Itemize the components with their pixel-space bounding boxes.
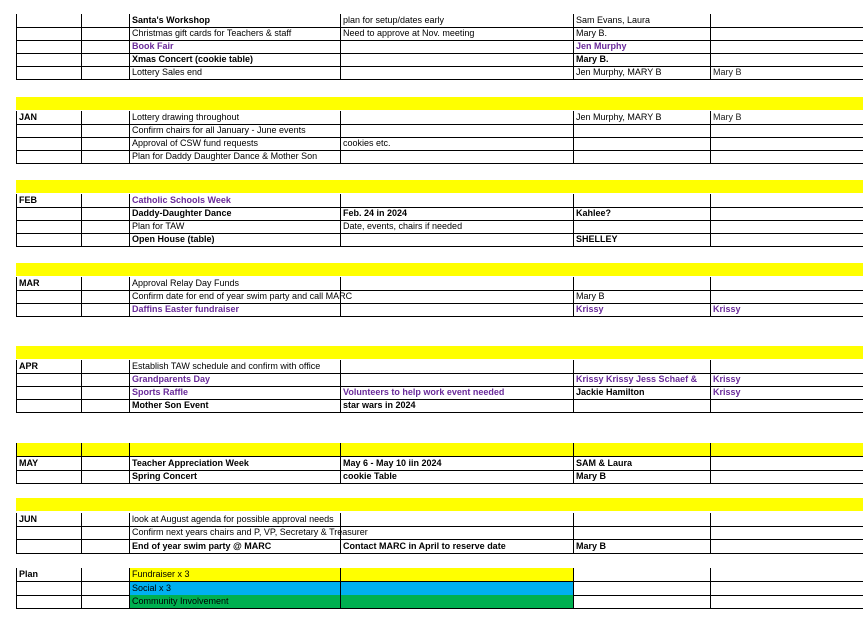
blank-cell[interactable] [82,457,130,471]
notes-cell[interactable]: Volunteers to help work event needed [341,386,574,400]
table-row [0,373,863,387]
month-cell[interactable] [16,470,82,484]
table-row [0,386,863,400]
extra-cell[interactable] [711,53,863,67]
notes-cell[interactable] [341,40,574,54]
notes-cell[interactable]: plan for setup/dates early [341,14,574,28]
event-cell[interactable]: Santa's Workshop [130,14,341,28]
month-cell[interactable] [16,124,82,138]
table-row [0,207,863,221]
notes-cell[interactable] [341,443,574,457]
blank-cell[interactable] [82,14,130,28]
extra-cell[interactable]: Mary B [711,111,863,125]
chair-cell[interactable] [574,277,711,291]
chair-cell[interactable] [574,513,711,527]
event-cell[interactable]: Mother Son Event [130,399,341,413]
chair-cell[interactable] [574,124,711,138]
table-row [0,277,863,291]
extra-cell[interactable]: Mary B [711,66,863,80]
notes-cell[interactable] [341,568,574,582]
chair-cell[interactable]: Jen Murphy, MARY B [574,66,711,80]
table-row [0,124,863,138]
extra-cell[interactable] [711,194,863,208]
table-row [0,360,863,374]
month-cell[interactable] [16,303,82,317]
chair-cell[interactable]: Jackie Hamilton [574,386,711,400]
chair-cell[interactable] [574,568,711,582]
blank-cell[interactable] [82,53,130,67]
blank-cell[interactable] [82,513,130,527]
blank-cell[interactable] [82,290,130,304]
month-cell[interactable] [16,290,82,304]
event-cell[interactable]: Open House (table) [130,233,341,247]
event-cell[interactable]: Approval of CSW fund requests [130,137,341,151]
table-row [0,40,863,54]
extra-cell[interactable] [711,470,863,484]
section-separator-band [16,498,863,511]
event-cell[interactable]: Daddy-Daughter Dance [130,207,341,221]
extra-cell[interactable] [711,220,863,234]
month-cell[interactable]: JAN [16,111,82,125]
notes-cell[interactable] [341,595,574,609]
month-cell[interactable]: MAY [16,457,82,471]
event-cell[interactable]: End of year swim party @ MARC [130,540,341,554]
chair-cell[interactable]: Mary B. [574,53,711,67]
event-cell[interactable]: Sports Raffle [130,386,341,400]
chair-cell[interactable] [574,220,711,234]
event-cell[interactable]: Catholic Schools Week [130,194,341,208]
notes-cell[interactable] [341,111,574,125]
blank-cell[interactable] [82,399,130,413]
month-cell[interactable] [16,66,82,80]
extra-cell[interactable] [711,399,863,413]
event-cell[interactable]: Community Involvement [130,595,341,609]
table-row [0,150,863,164]
extra-cell[interactable] [711,513,863,527]
notes-cell[interactable] [341,582,574,596]
event-cell[interactable]: Daffins Easter fundraiser [130,303,341,317]
extra-cell[interactable] [711,277,863,291]
table-row [0,66,863,80]
month-cell[interactable] [16,14,82,28]
chair-cell[interactable]: Krissy Krissy Jess Schaef & [574,373,711,387]
month-cell[interactable]: Plan [16,568,82,582]
section-separator-band [16,180,863,193]
chair-cell[interactable] [574,150,711,164]
event-cell[interactable]: Spring Concert [130,470,341,484]
section-separator-band [16,97,863,110]
event-cell[interactable]: Confirm date for end of year swim party and call MARC [130,290,341,304]
blank-cell[interactable] [82,277,130,291]
blank-cell[interactable] [82,470,130,484]
month-cell[interactable] [16,220,82,234]
month-cell[interactable] [16,595,82,609]
extra-cell[interactable] [711,582,863,596]
blank-cell[interactable] [82,207,130,221]
chair-cell[interactable]: Mary B. [574,27,711,41]
chair-cell[interactable] [574,595,711,609]
blank-cell[interactable] [82,568,130,582]
notes-cell[interactable] [341,513,574,527]
notes-cell[interactable]: Need to approve at Nov. meeting [341,27,574,41]
notes-cell[interactable]: cookies etc. [341,137,574,151]
event-cell[interactable]: Social x 3 [130,582,341,596]
event-cell[interactable]: Christmas gift cards for Teachers & staff [130,27,341,41]
chair-cell[interactable]: Mary B [574,540,711,554]
month-cell[interactable] [16,233,82,247]
blank-cell[interactable] [82,40,130,54]
blank-cell[interactable] [82,150,130,164]
blank-cell[interactable] [82,111,130,125]
notes-cell[interactable]: star wars in 2024 [341,399,574,413]
notes-cell[interactable]: Date, events, chairs if needed [341,220,574,234]
month-cell[interactable] [16,207,82,221]
notes-cell[interactable] [341,526,574,540]
extra-cell[interactable]: Krissy [711,386,863,400]
table-row [0,526,863,540]
extra-cell[interactable] [711,360,863,374]
event-cell[interactable]: Lottery drawing throughout [130,111,341,125]
blank-cell[interactable] [82,526,130,540]
event-cell[interactable]: Establish TAW schedule and confirm with office [130,360,341,374]
table-row [0,399,863,413]
notes-cell[interactable] [341,290,574,304]
event-cell[interactable]: Xmas Concert (cookie table) [130,53,341,67]
extra-cell[interactable] [711,207,863,221]
blank-cell[interactable] [82,582,130,596]
notes-cell[interactable]: cookie Table [341,470,574,484]
blank-cell[interactable] [82,66,130,80]
plan-row [0,568,863,582]
table-row [0,457,863,471]
chair-cell[interactable]: SHELLEY [574,233,711,247]
notes-cell[interactable] [341,194,574,208]
blank-cell[interactable] [82,360,130,374]
table-row [0,470,863,484]
event-cell[interactable]: Teacher Appreciation Week [130,457,341,471]
extra-cell[interactable] [711,233,863,247]
extra-cell[interactable] [711,540,863,554]
event-cell[interactable]: Confirm chairs for all January - June events [130,124,341,138]
table-row [0,53,863,67]
month-cell[interactable] [16,40,82,54]
event-cell[interactable]: Book Fair [130,40,341,54]
chair-cell[interactable]: Krissy [574,303,711,317]
table-row [0,27,863,41]
blank-cell[interactable] [82,443,130,457]
extra-cell[interactable] [711,40,863,54]
blank-cell[interactable] [82,540,130,554]
blank-cell[interactable] [82,595,130,609]
month-cell[interactable] [16,27,82,41]
notes-cell[interactable] [341,66,574,80]
event-cell[interactable]: Grandparents Day [130,373,341,387]
chair-cell[interactable] [574,526,711,540]
month-cell[interactable] [16,386,82,400]
plan-row [0,595,863,609]
notes-cell[interactable] [341,373,574,387]
table-row [0,194,863,208]
extra-cell[interactable]: Krissy [711,303,863,317]
event-cell[interactable]: Lottery Sales end [130,66,341,80]
chair-cell[interactable] [574,360,711,374]
month-cell[interactable] [16,526,82,540]
notes-cell[interactable]: Contact MARC in April to reserve date [341,540,574,554]
event-cell[interactable]: Plan for Daddy Daughter Dance & Mother Son [130,150,341,164]
table-row [0,14,863,28]
notes-cell[interactable] [341,233,574,247]
notes-cell[interactable] [341,150,574,164]
table-row [0,233,863,247]
chair-cell[interactable]: Jen Murphy, MARY B [574,111,711,125]
month-cell[interactable] [16,53,82,67]
extra-cell[interactable] [711,137,863,151]
blank-cell[interactable] [82,220,130,234]
event-cell[interactable]: Fundraiser x 3 [130,568,341,582]
blank-cell[interactable] [82,27,130,41]
chair-cell[interactable]: Kahlee? [574,207,711,221]
month-cell[interactable]: APR [16,360,82,374]
blank-cell[interactable] [82,137,130,151]
chair-cell[interactable]: Mary B [574,470,711,484]
table-row [0,540,863,554]
extra-cell[interactable] [711,27,863,41]
chair-cell[interactable]: Mary B [574,290,711,304]
section-separator-band [16,346,863,359]
extra-cell[interactable] [711,14,863,28]
month-cell[interactable] [16,137,82,151]
event-cell[interactable]: look at August agenda for possible approval needs [130,513,341,527]
extra-cell[interactable]: Krissy [711,373,863,387]
notes-cell[interactable] [341,277,574,291]
extra-cell[interactable] [711,290,863,304]
event-cell[interactable]: Plan for TAW [130,220,341,234]
event-cell[interactable] [130,443,341,457]
table-row [0,137,863,151]
notes-cell[interactable] [341,360,574,374]
month-cell[interactable] [16,582,82,596]
month-cell[interactable] [16,373,82,387]
chair-cell[interactable] [574,194,711,208]
extra-cell[interactable] [711,595,863,609]
chair-cell[interactable] [574,582,711,596]
table-row [0,513,863,527]
table-row [0,443,863,457]
month-cell[interactable] [16,540,82,554]
chair-cell[interactable]: Jen Murphy [574,40,711,54]
table-row [0,290,863,304]
month-cell[interactable]: JUN [16,513,82,527]
chair-cell[interactable] [574,137,711,151]
plan-row [0,582,863,596]
blank-cell[interactable] [82,373,130,387]
section-separator-band [16,263,863,276]
notes-cell[interactable] [341,124,574,138]
month-cell[interactable]: FEB [16,194,82,208]
notes-cell[interactable] [341,53,574,67]
table-row [0,220,863,234]
notes-cell[interactable]: May 6 - May 10 iin 2024 [341,457,574,471]
month-cell[interactable]: MAR [16,277,82,291]
chair-cell[interactable] [574,399,711,413]
notes-cell[interactable]: Feb. 24 in 2024 [341,207,574,221]
chair-cell[interactable]: SAM & Laura [574,457,711,471]
table-row [0,303,863,317]
extra-cell[interactable] [711,443,863,457]
month-cell[interactable] [16,443,82,457]
table-row [0,111,863,125]
extra-cell[interactable] [711,568,863,582]
extra-cell[interactable] [711,124,863,138]
blank-cell[interactable] [82,124,130,138]
extra-cell[interactable] [711,526,863,540]
blank-cell[interactable] [82,303,130,317]
blank-cell[interactable] [82,386,130,400]
notes-cell[interactable] [341,303,574,317]
month-cell[interactable] [16,150,82,164]
extra-cell[interactable] [711,457,863,471]
extra-cell[interactable] [711,150,863,164]
blank-cell[interactable] [82,233,130,247]
chair-cell[interactable] [574,443,711,457]
blank-cell[interactable] [82,194,130,208]
event-cell[interactable]: Confirm next years chairs and P, VP, Secretary & Treasurer [130,526,341,540]
chair-cell[interactable]: Sam Evans, Laura [574,14,711,28]
event-cell[interactable]: Approval Relay Day Funds [130,277,341,291]
month-cell[interactable] [16,399,82,413]
